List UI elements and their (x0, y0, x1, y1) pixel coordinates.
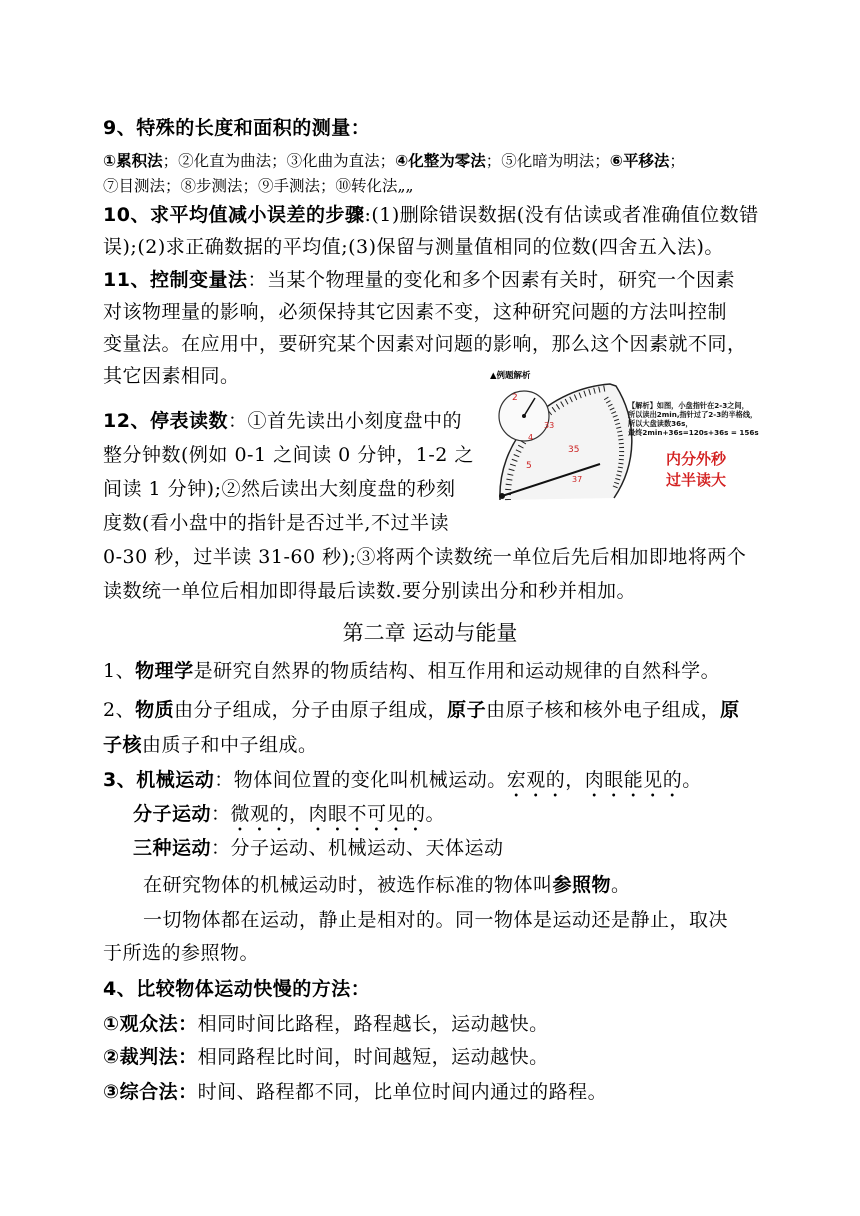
section-10-text: :(1)删除错误数据(没有估读或者准确值位数错 (364, 204, 759, 226)
paragraph-text: ：分子运动、机械运动、天体运动 (211, 837, 504, 859)
section-9-title: 9、特殊的长度和面积的测量： (103, 117, 371, 139)
methods-text: ；⑤化暗为明法； (485, 152, 610, 170)
section-12-line-3: 间读 1 分钟);②然后读出大刻度盘的秒刻 (103, 478, 456, 500)
section-9-methods-line-2: ⑦目测法；⑧步测法；⑨手测法；⑩转化法„„ (103, 177, 414, 195)
paragraph-text: 。 (611, 874, 631, 896)
slogan-past-half-read-big: 过半读大 (666, 471, 727, 489)
section-11-line-2: 对该物理量的影响，必须保持其它因素不变，这种研究问题的方法叫控制 (103, 301, 728, 323)
section-12-text: ：①首先读出小刻度盘中的 (227, 410, 462, 432)
explain-line: 所以大盘读数36s， (628, 419, 693, 428)
term-matter: 物质 (135, 699, 175, 721)
paragraph-text: 由分子组成，分子由原子组成， (174, 699, 448, 721)
slogan-inner-min-outer-sec: 内分外秒 (666, 450, 727, 468)
method-text: 相同时间比路程，路程越长，运动越快。 (197, 1013, 549, 1035)
method-comprehensive (103, 1078, 607, 1106)
section-12-line-4: 度数(看小盘中的指针是否过半,不过半读 (103, 512, 449, 534)
emphasized-text: 微观的，肉眼不可见的。 (230, 803, 446, 825)
term-molecular-motion: 分子运动 (133, 803, 212, 825)
ch2-paragraph-2-line-2 (103, 731, 318, 759)
section-11-title: 11、控制变量法 (103, 269, 248, 291)
paragraph-text: ： (211, 803, 231, 825)
term-reference-object: 参照物 (552, 874, 612, 896)
stopwatch-illustration (488, 370, 790, 502)
section-12-title: 12、停表读数 (103, 410, 228, 432)
second-hand-pivot (499, 493, 505, 499)
ch2-paragraph-4-title: 4、比较物体运动快慢的方法： (103, 978, 371, 1000)
section-10-line-1 (103, 201, 759, 229)
paragraph-text: 是研究自然界的物质结构、相互作用和运动规律的自然科学。 (193, 660, 721, 682)
method-divide: ④化整为零法 (395, 152, 486, 170)
term-three-motions: 三种运动 (133, 837, 212, 859)
method-referee (103, 1043, 549, 1071)
molecular-motion-line (133, 800, 445, 836)
section-12-line-6: 读数统一单位后相加即得最后读数.要分别读出分和秒并相加。 (103, 580, 637, 602)
section-12-line-2: 整分钟数(例如 0-1 之间读 0 分钟，1-2 之 (103, 444, 474, 466)
subdial-pivot (522, 414, 526, 418)
dial-number: 35 (568, 445, 580, 455)
section-12-line-5: 0-30 秒，过半读 31-60 秒);③将两个读数统一单位后先后相加即地将两个 (103, 546, 747, 568)
ch2-paragraph-2-line-1 (103, 696, 740, 724)
term-mechanical-motion: 3、机械运动 (103, 769, 215, 791)
section-10-line-2: 误);(2)求正确数据的平均值;(3)保留与测量值相同的位数(四舍五入法)。 (103, 236, 724, 258)
methods-text: ； (669, 152, 685, 170)
dial-number: 5 (526, 461, 532, 471)
term-atom: 原子 (447, 699, 487, 721)
method-text: 相同路程比时间，时间越短，运动越快。 (197, 1046, 549, 1068)
term-physics: 物理学 (135, 660, 194, 682)
method-audience (103, 1010, 549, 1038)
relative-motion-line-2: 于所选的参照物。 (103, 942, 260, 964)
item-number: 1、 (103, 660, 136, 682)
methods-text: ；②化直为曲法；③化曲为直法； (162, 152, 396, 170)
relative-motion-line-1: 一切物体都在运动，静止是相对的。同一物体是运动还是静止，取决 (143, 909, 729, 931)
section-11-line-4: 其它因素相同。 (103, 365, 240, 387)
method-text: 时间、路程都不同，比单位时间内通过的路程。 (197, 1081, 608, 1103)
method-name: ②裁判法： (103, 1046, 198, 1068)
method-name: ①观众法： (103, 1013, 198, 1035)
explain-line: 最终2min+36s=120s+36s = 156s (628, 428, 759, 437)
example-tag: ▲例题解析 (490, 371, 531, 381)
explain-line: 【解析】如图，小盘指针在2-3之间， (628, 401, 749, 410)
section-9-methods-line-1 (103, 147, 685, 175)
paragraph-text: ：物体间位置的变化叫机械运动。 (214, 769, 507, 791)
section-10-title: 10、求平均值减小误差的步骤 (103, 204, 365, 226)
method-translate: ⑥平移法 (609, 152, 670, 170)
dial-number: 2 (512, 393, 518, 403)
method-accumulate: ①累积法 (103, 152, 163, 170)
dial-number: 37 (572, 475, 583, 484)
ch2-paragraph-1 (103, 657, 720, 685)
paragraph-text: 由原子核和核外电子组成， (486, 699, 721, 721)
paragraph-text: 由质子和中子组成。 (142, 734, 318, 756)
section-11-line-3: 变量法。在应用中，要研究某个因素对问题的影响，那么这个因素就不同， (103, 333, 747, 355)
section-12-line-1 (103, 407, 462, 435)
term-nucleus: 子核 (103, 734, 143, 756)
emphasized-text: 宏观的，肉眼能见的。 (506, 769, 702, 791)
section-11-text: ：当某个物理量的变化和多个因素有关时，研究一个因素 (247, 269, 735, 291)
three-motions-line (133, 834, 504, 862)
dial-number: 4 (528, 433, 534, 442)
dial-number: 33 (544, 421, 555, 430)
paragraph-text: 在研究物体的机械运动时，被选作标准的物体叫 (143, 874, 553, 896)
explain-line: 所以读出2min,指针过了2-3的半格线， (628, 410, 758, 419)
ch2-paragraph-3 (103, 766, 702, 802)
term-nucleus-part: 原 (720, 699, 740, 721)
reference-frame-line (143, 871, 631, 899)
stopwatch-example-figure (488, 370, 790, 502)
method-name: ③综合法： (103, 1081, 198, 1103)
chapter-2-heading: 第二章 运动与能量 (342, 621, 518, 645)
item-number: 2、 (103, 699, 136, 721)
section-11-line-1 (103, 266, 735, 294)
